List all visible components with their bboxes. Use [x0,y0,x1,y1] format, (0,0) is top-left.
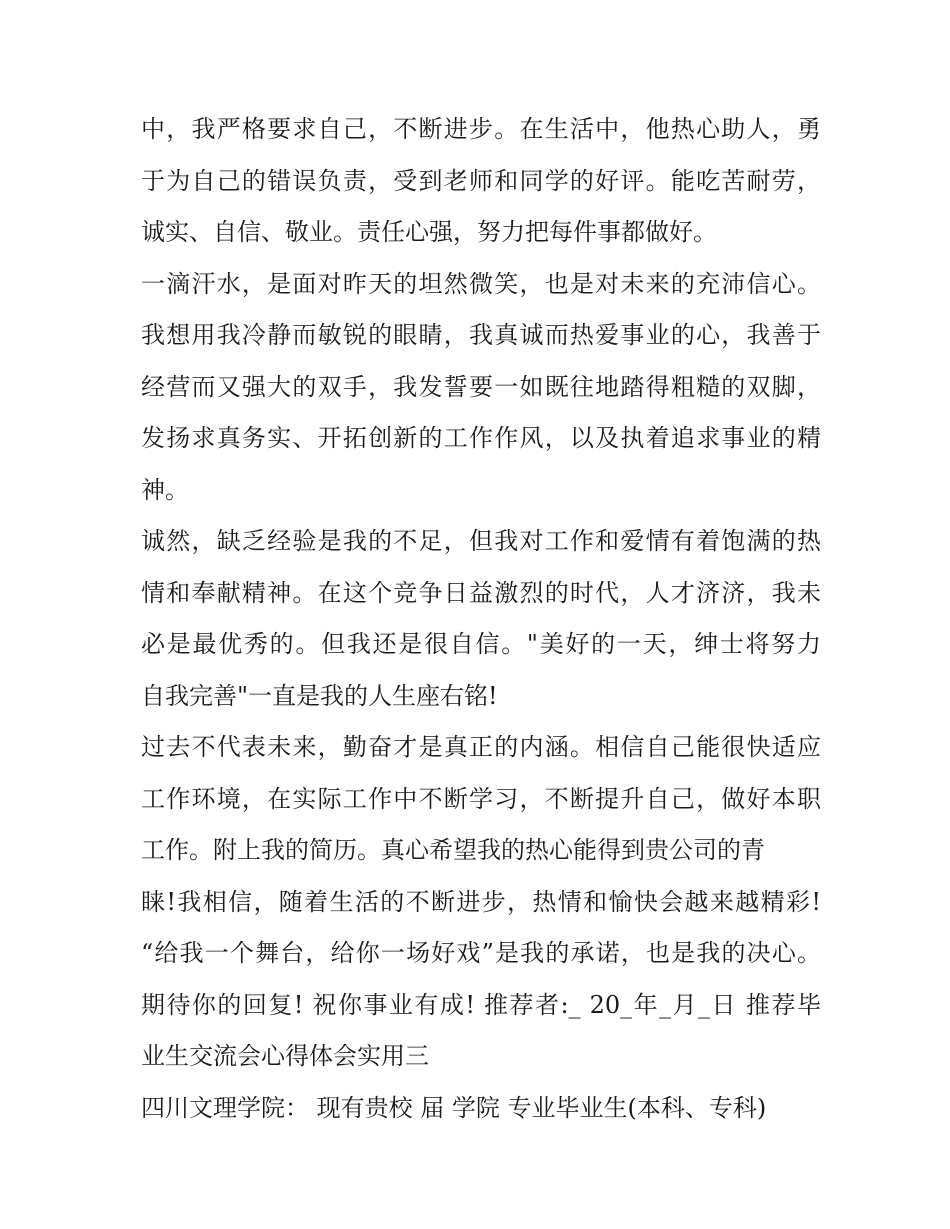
text-line: “给我一个舞台，给你一场好戏”是我的承诺，也是我的决心。 [141,939,821,967]
text-line: 业生交流会心得体会实用三 [141,1042,429,1070]
text-line: 工作环境，在实际工作中不断学习，不断提升自己，做好本职 [141,784,821,813]
text-line: 于为自己的错误负责，受到老师和同学的好评。能吃苦耐劳， [141,166,821,195]
text-line: 情和奉献精神。在这个竞争日益激烈的时代，人才济济，我未 [141,578,821,607]
text-line: 一滴汗水，是面对昨天的坦然微笑，也是对未来的充沛信心。 [141,269,821,298]
text-line: 经营而又强大的双手，我发誓要一如既往地踏得粗糙的双脚， [141,372,821,401]
text-line: 工作。附上我的简历。真心希望我的热心能得到贵公司的青 [141,836,765,864]
text-line: 自我完善"一直是我的人生座右铭! [141,681,498,710]
text-line: 诚实、自信、敬业。责任心强，努力把每件事都做好。 [141,218,717,246]
text-line: 四川文理学院： 现有贵校 届 学院 专业毕业生(本科、专科) [141,1093,767,1122]
text-line: 睐!我相信，随着生活的不断进步，热情和愉快会越来越精彩! [141,887,821,916]
document-body [141,104,821,1134]
text-line: 期待你的回复! 祝你事业有成! 推荐者:_ 20_年_月_日 推荐毕 [141,990,821,1019]
text-line: 必是最优秀的。但我还是很自信。"美好的一天，绅士将努力 [141,630,821,658]
text-line: 过去不代表未来，勤奋才是真正的内涵。相信自己能很快适应 [141,733,821,761]
text-line: 发扬求真务实、开拓创新的工作作风，以及执着追求事业的精 [141,424,821,452]
text-line: 神。 [141,475,189,504]
text-line: 诚然，缺乏经验是我的不足，但我对工作和爱情有着饱满的热 [141,527,821,555]
text-line: 我想用我冷静而敏锐的眼睛，我真诚而热爱事业的心，我善于 [141,321,821,349]
text-line: 中，我严格要求自己，不断进步。在生活中，他热心助人，勇 [141,115,821,143]
